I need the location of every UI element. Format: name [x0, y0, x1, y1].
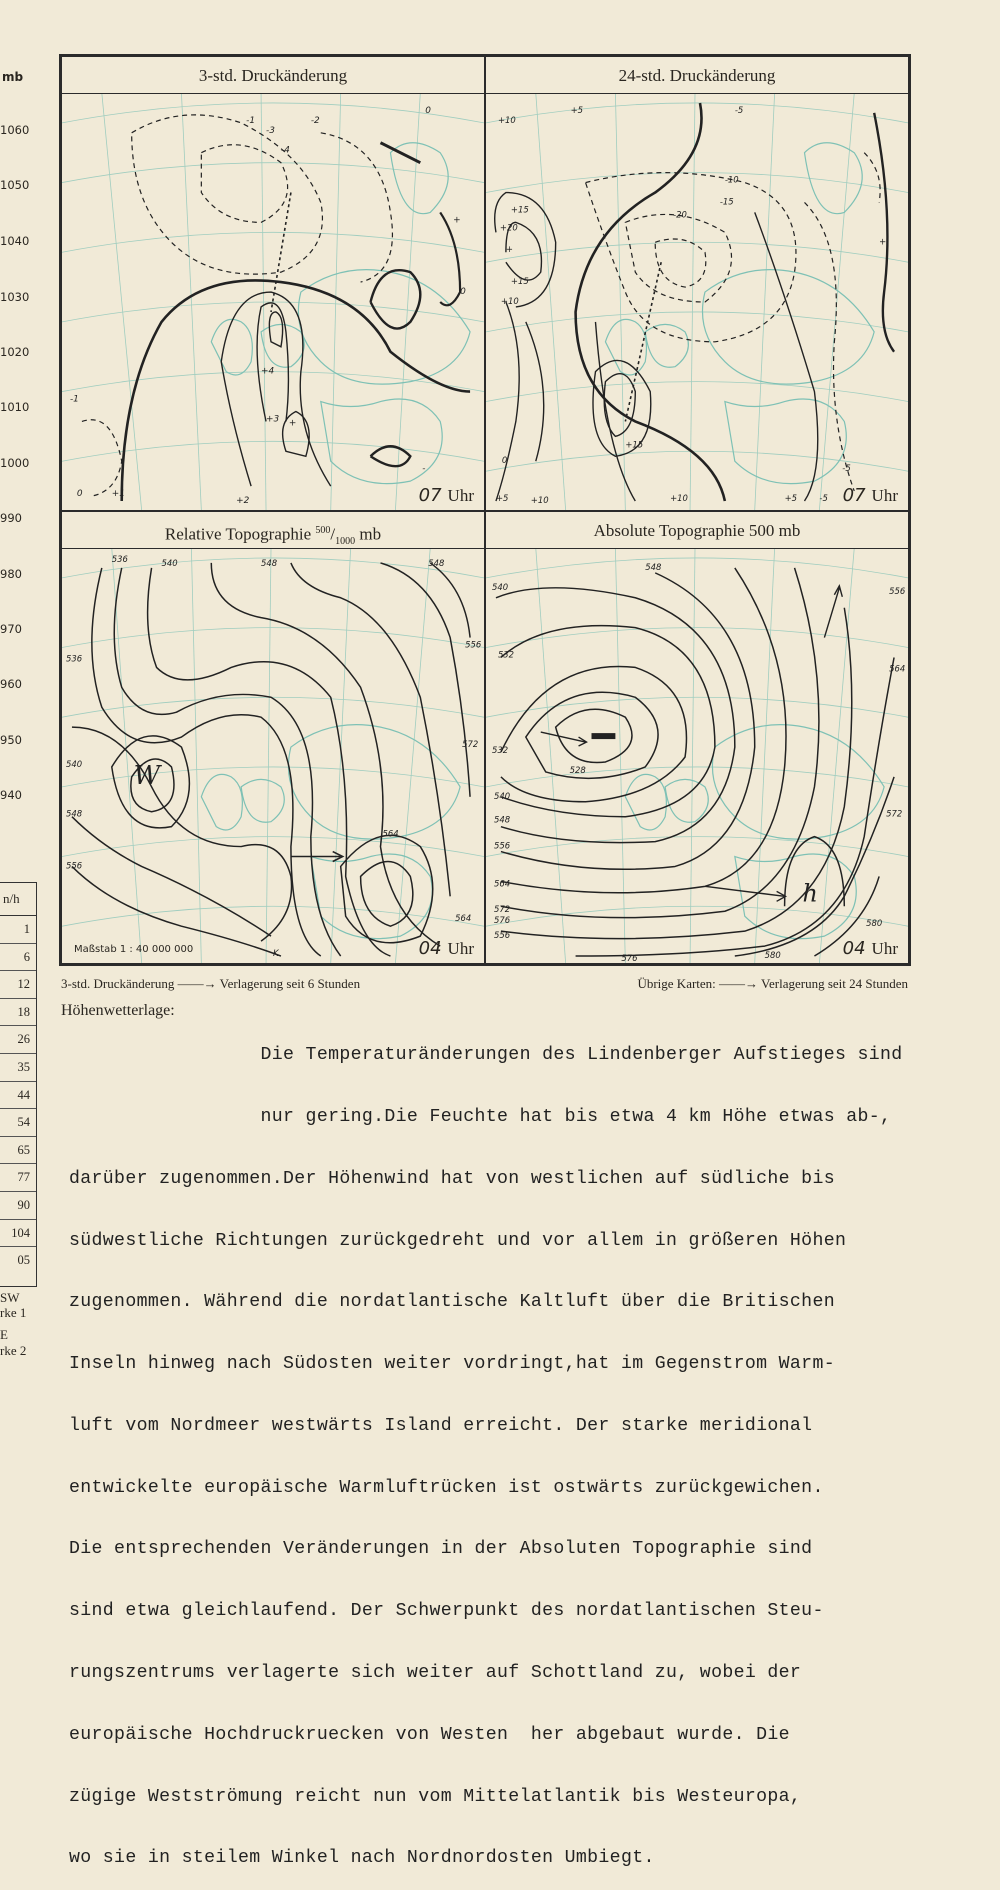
contour-label: 540 [493, 790, 511, 801]
pressure-scale-unit: mb [2, 70, 24, 84]
time-stamp [843, 485, 898, 506]
contour-label: 576 [493, 915, 511, 926]
panel-title: Relative Topographie $^{500}/_{1000}$ mb [62, 512, 484, 549]
panel-title: 24-std. Druckänderung [486, 57, 908, 94]
isallobar-label: 0 [76, 489, 83, 500]
contour-label: 576 [621, 953, 638, 963]
isallobar-label: +5 [570, 104, 584, 115]
wind-table-row: 104 [0, 1220, 36, 1248]
pressure-tick: 940 [0, 788, 22, 802]
panel-title: Absolute Topographie 500 mb [486, 512, 908, 549]
contour-label: 564 [382, 828, 399, 839]
time-hour: 04 [418, 938, 442, 959]
panel-title-main: Relative Topographie [164, 524, 312, 544]
isallobar-label: +5 [495, 493, 509, 504]
text-line: europäische Hochdruckruecken von Westen her abgebaut wurde. Die [69, 1724, 790, 1745]
isallobar-label: +1 [111, 489, 125, 500]
wind-table-row: 12 [0, 971, 36, 999]
text-line: Die entsprechenden Veränderungen in der Absoluten Topographie sind [69, 1539, 813, 1560]
time-unit: Uhr [447, 939, 474, 958]
wind-legend-item: rke 2 [0, 1343, 27, 1358]
contour-label: 564 [889, 663, 906, 674]
text-line: Inseln hinweg nach Südosten weiter vordringt,hat im Gegenstrom Warm- [69, 1354, 835, 1375]
panel-absolute-topography [485, 511, 909, 964]
isallobar-label: +5 [784, 493, 798, 504]
map-absolute-topography [486, 548, 908, 963]
map-svg [62, 548, 484, 963]
wind-legend-item: SW [0, 1290, 20, 1305]
contour-label: 572 [462, 739, 479, 750]
contour-label: 532 [497, 649, 515, 660]
isallobar-label: +3 [266, 414, 280, 425]
contour-label: 548 [65, 808, 83, 819]
panel-title-unit: mb [359, 524, 382, 544]
text-line: südwestliche Richtungen zurückgedreht und vor allem in größeren Höhen [69, 1230, 847, 1251]
wind-table-row: 35 [0, 1054, 36, 1082]
contour-label: 572 [886, 808, 903, 819]
pressure-tick: 950 [0, 733, 22, 747]
contour-label: 540 [161, 557, 178, 568]
time-unit: Uhr [447, 486, 474, 505]
contour-label: 548 [428, 557, 445, 568]
pressure-tick: 970 [0, 622, 22, 636]
panel-relative-topography [61, 511, 485, 964]
isallobar-label: +15 [510, 276, 529, 287]
wind-legend-item: rke 1 [0, 1305, 27, 1320]
wind-table-row: 44 [0, 1082, 36, 1110]
wind-table-row: 6 [0, 944, 36, 972]
contour-label: 580 [764, 950, 781, 961]
map-scale-note: Maßstab 1 : 40 000 000 [74, 944, 194, 955]
panel-24h-pressure-change [485, 56, 909, 511]
pressure-tick: 960 [0, 677, 22, 691]
time-stamp [843, 938, 898, 959]
text-line: luft vom Nordmeer westwärts Island erreicht. Der starke meridional [69, 1415, 813, 1436]
isallobar-label: -10 [724, 174, 739, 185]
contour-label: 536 [111, 553, 128, 564]
text-line: zugenommen. Während die nordatlantische Kaltluft über die Britischen [69, 1292, 835, 1313]
map-svg [62, 93, 484, 510]
isallobar-label: +10 [500, 295, 519, 306]
contour-label: 564 [493, 878, 511, 889]
time-unit: Uhr [871, 486, 898, 505]
wind-table-row: 54 [0, 1109, 36, 1137]
pressure-tick: 1020 [0, 345, 30, 359]
isallobar-label: -2 [310, 115, 320, 126]
pressure-tick: 990 [0, 511, 22, 525]
text-line: sind etwa gleichlaufend. Der Schwerpunkt des nordatlantischen Steu- [69, 1601, 824, 1622]
isallobar-label: -4 [280, 145, 290, 156]
isallobar-label: +10 [497, 114, 516, 125]
time-unit: Uhr [871, 939, 898, 958]
contour-label: 528 [569, 764, 586, 775]
isallobar-label: -1 [246, 115, 256, 126]
low-centre-marker [592, 733, 616, 739]
pressure-tick: 980 [0, 567, 22, 581]
pressure-tick: 1040 [0, 234, 30, 248]
contour-label: 540 [491, 581, 509, 592]
time-hour: 07 [418, 485, 442, 506]
contour-label: 556 [465, 639, 482, 650]
weather-description [69, 1004, 959, 1890]
wind-legend-item: E [0, 1327, 8, 1342]
legend-left: 3-std. Druckänderung ——→ Verlagerung seit 6 Stunden [61, 976, 361, 991]
pressure-tick: 1000 [0, 456, 30, 470]
contour-label: 548 [261, 557, 278, 568]
wind-table-row: 90 [0, 1192, 36, 1220]
section-label: Höhenwetterlage: [61, 1002, 175, 1019]
contour-label: 532 [491, 745, 509, 756]
contour-label: 556 [889, 585, 906, 596]
isallobar-label: -5 [734, 104, 744, 115]
contour-label: 548 [645, 561, 662, 572]
panel-3h-pressure-change [61, 56, 485, 511]
isallobar-label: +10 [670, 493, 688, 504]
isallobar-label: +15 [625, 439, 644, 450]
time-hour: 04 [842, 938, 866, 959]
isallobar-label: 0 [460, 287, 466, 298]
time-stamp [419, 485, 474, 506]
map-svg [486, 93, 908, 510]
text-line: zügige Westströmung reicht nun vom Mittelatlantik bis Westeuropa, [69, 1786, 802, 1807]
contour-label: 564 [455, 913, 472, 924]
pressure-tick: 1010 [0, 400, 30, 414]
contour-label: K [273, 948, 279, 959]
contour-label: 556 [493, 930, 511, 941]
isallobar-label: +2 [236, 496, 250, 507]
wind-table-row: 77 [0, 1164, 36, 1192]
map-relative-topography [62, 548, 484, 963]
panel-title-sub: 1000 [335, 536, 356, 548]
isallobar-label: + [288, 418, 297, 429]
panel-title: 3-std. Druckänderung [62, 57, 484, 94]
time-stamp [419, 938, 474, 959]
contour-label: 536 [65, 653, 83, 664]
isallobar-label: +4 [261, 366, 275, 377]
pressure-tick: 1030 [0, 290, 30, 304]
text-line: nur gering.Die Feuchte hat bis etwa 4 km Höhe etwas ab-, [69, 1106, 892, 1127]
text-line: entwickelte europäische Warmluftrücken ist ostwärts zurückgewichen. [69, 1477, 824, 1498]
wind-table-row: 26 [0, 1026, 36, 1054]
contour-label: 548 [493, 814, 511, 825]
text-line: rungszentrums verlagerte sich weiter auf Schottland zu, wobei der [69, 1663, 802, 1683]
contour-label: 556 [493, 840, 511, 851]
isallobar-label: - [422, 464, 426, 475]
panel-title-sup: 500 [315, 525, 331, 536]
isallobar-label: +10 [530, 495, 549, 506]
isallobar-label: -3 [266, 125, 275, 136]
pressure-tick: 1050 [0, 178, 30, 192]
contour-label: 580 [866, 918, 883, 929]
cold-centre-marker: W [133, 760, 161, 791]
wind-table-header: n/h [0, 883, 36, 916]
isallobar-label: + [453, 215, 461, 226]
map-3h-pressure-change [62, 93, 484, 510]
isallobar-label: 0 [501, 455, 508, 466]
wind-speed-table [0, 882, 37, 1287]
wind-table-row: 1 [0, 916, 36, 944]
high-centre-marker: h [802, 879, 818, 908]
contour-label: 540 [65, 758, 83, 769]
text-line: wo sie in steilem Winkel nach Nordnordosten Umbiegt. [69, 1848, 655, 1869]
isallobar-label: 0 [425, 105, 431, 116]
isallobar-label: -5 [842, 463, 851, 474]
isallobar-label: -15 [719, 196, 734, 207]
contour-label: 556 [65, 860, 83, 871]
pressure-tick: 1060 [0, 123, 30, 137]
map-24h-pressure-change [486, 93, 908, 510]
time-hour: 07 [842, 485, 866, 506]
isallobar-label: +15 [510, 204, 529, 215]
text-line: Die Temperaturänderungen des Lindenberger Aufstieges sind [69, 1045, 903, 1066]
text-line: darüber zugenommen.Der Höhenwind hat von westlichen auf südliche bis [69, 1168, 835, 1189]
legend-right: Übrige Karten: ——→ Verlagerung seit 24 Stunden [637, 976, 908, 991]
wind-table-row: 18 [0, 999, 36, 1027]
isallobar-label: +20 [499, 222, 518, 233]
isallobar-label: + [505, 244, 513, 255]
isallobar-label: -20 [673, 209, 687, 220]
isallobar-label: + [879, 236, 887, 247]
map-svg [486, 548, 908, 963]
isallobar-label: -1 [69, 394, 79, 405]
isallobar-label: -5 [819, 493, 828, 504]
wind-table-row: 65 [0, 1137, 36, 1165]
wind-table-row: 05 [17, 1253, 30, 1268]
contour-label: 572 [493, 904, 511, 915]
